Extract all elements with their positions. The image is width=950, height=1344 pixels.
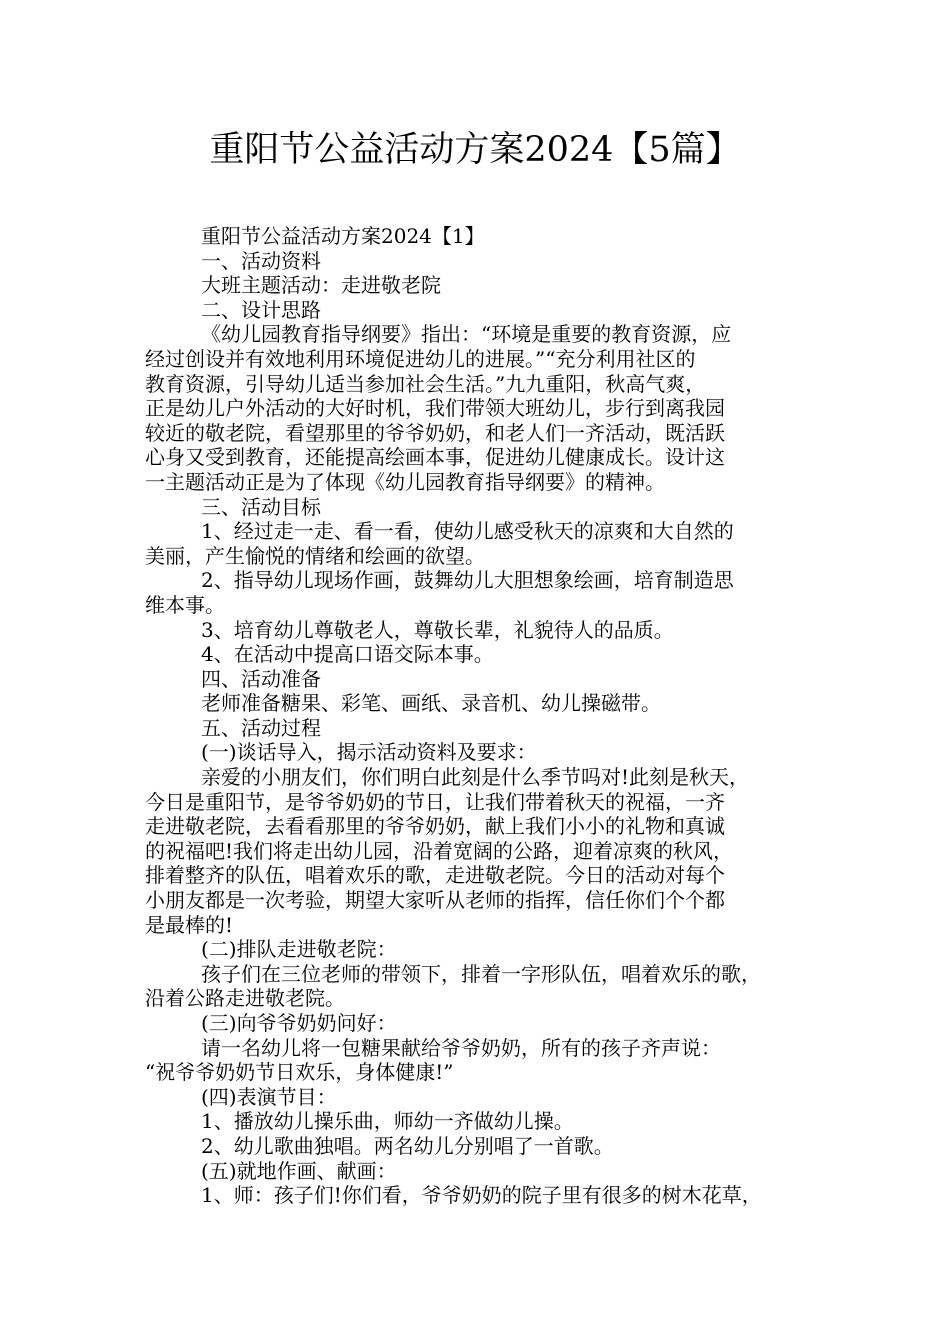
text-line: 老师准备糖果、彩笔、画纸、录音机、幼儿操磁带。 <box>201 691 661 716</box>
text-line: (一)谈话导入，揭示活动资料及要求： <box>201 740 537 765</box>
text-line: 请一名幼儿将一包糖果献给爷爷奶奶，所有的孩子齐声说： <box>201 1035 721 1060</box>
text-line: 亲爱的小朋友们，你们明白此刻是什么季节吗对!此刻是秋天， <box>201 765 750 790</box>
text-line: 心身又受到教育，还能提高绘画本事，促进幼儿健康成长。设计这 <box>145 445 725 470</box>
text-line: 大班主题活动：走进敬老院 <box>201 273 441 298</box>
text-line: 美丽，产生愉悦的情绪和绘画的欲望。 <box>145 543 485 568</box>
text-line: 五、活动过程 <box>201 715 321 740</box>
text-line: (五)就地作画、献画： <box>201 1158 397 1183</box>
text-line: 4、在活动中提高口语交际本事。 <box>201 642 494 667</box>
text-line: 一主题活动正是为了体现《幼儿园教育指导纲要》的精神。 <box>145 469 665 494</box>
text-line: 今日是重阳节，是爷爷奶奶的节日，让我们带着秋天的祝福，一齐 <box>145 789 725 814</box>
text-line: (四)表演节目： <box>201 1084 337 1109</box>
text-line: 二、设计思路 <box>201 297 321 322</box>
text-line: 2、幼儿歌曲独唱。两名幼儿分别唱了一首歌。 <box>201 1133 614 1158</box>
text-line: 三、活动目标 <box>201 494 321 519</box>
text-line: 维本事。 <box>145 592 225 617</box>
text-line: 1、经过走一走、看一看，使幼儿感受秋天的凉爽和大自然的 <box>201 519 734 544</box>
document-body <box>145 224 813 1208</box>
text-line: 走进敬老院，去看看那里的爷爷奶奶，献上我们小小的礼物和真诚 <box>145 814 725 839</box>
text-line: 孩子们在三位老师的带领下，排着一字形队伍，唱着欢乐的歌， <box>201 961 761 986</box>
document-title: 重阳节公益活动方案2024【5篇】 <box>209 130 741 170</box>
text-line: 3、培育幼儿尊敬老人，尊敬长辈，礼貌待人的品质。 <box>201 617 674 642</box>
text-line: “祝爷爷奶奶节日欢乐，身体健康!” <box>145 1060 454 1085</box>
text-line: 沿着公路走进敬老院。 <box>145 986 345 1011</box>
text-line: 2、指导幼儿现场作画，鼓舞幼儿大胆想象绘画，培育制造思 <box>201 568 734 593</box>
text-line: 教育资源，引导幼儿适当参加社会生活。”九九重阳，秋高气爽， <box>145 371 706 396</box>
text-line: 四、活动准备 <box>201 666 321 691</box>
text-line: 正是幼儿户外活动的大好时机，我们带领大班幼儿，步行到离我园 <box>145 396 725 421</box>
text-line: 小朋友都是一次考验，期望大家听从老师的指挥，信任你们个个都 <box>145 888 725 913</box>
text-line: 重阳节公益活动方案2024【1】 <box>201 224 485 248</box>
text-line: 《幼儿园教育指导纲要》指出：“环境是重要的教育资源，应 <box>201 322 732 347</box>
text-line: 1、师：孩子们!你们看，爷爷奶奶的院子里有很多的树木花草， <box>201 1183 762 1208</box>
text-line: 经过创设并有效地利用环境促进幼儿的进展。”“充分利用社区的 <box>145 346 696 371</box>
text-line: 排着整齐的队伍，唱着欢乐的歌，走进敬老院。今日的活动对每个 <box>145 863 725 888</box>
text-line: 一、活动资料 <box>201 248 321 273</box>
text-line: (二)排队走进敬老院： <box>201 937 397 962</box>
text-line: 1、播放幼儿操乐曲，师幼一齐做幼儿操。 <box>201 1109 574 1134</box>
text-line: (三)向爷爷奶奶问好： <box>201 1011 397 1035</box>
text-line: 较近的敬老院，看望那里的爷爷奶奶，和老人们一齐活动，既活跃 <box>145 420 725 445</box>
text-line: 的祝福吧!我们将走出幼儿园，沿着宽阔的公路，迎着凉爽的秋风， <box>145 838 734 863</box>
text-line: 是最棒的! <box>145 912 234 937</box>
